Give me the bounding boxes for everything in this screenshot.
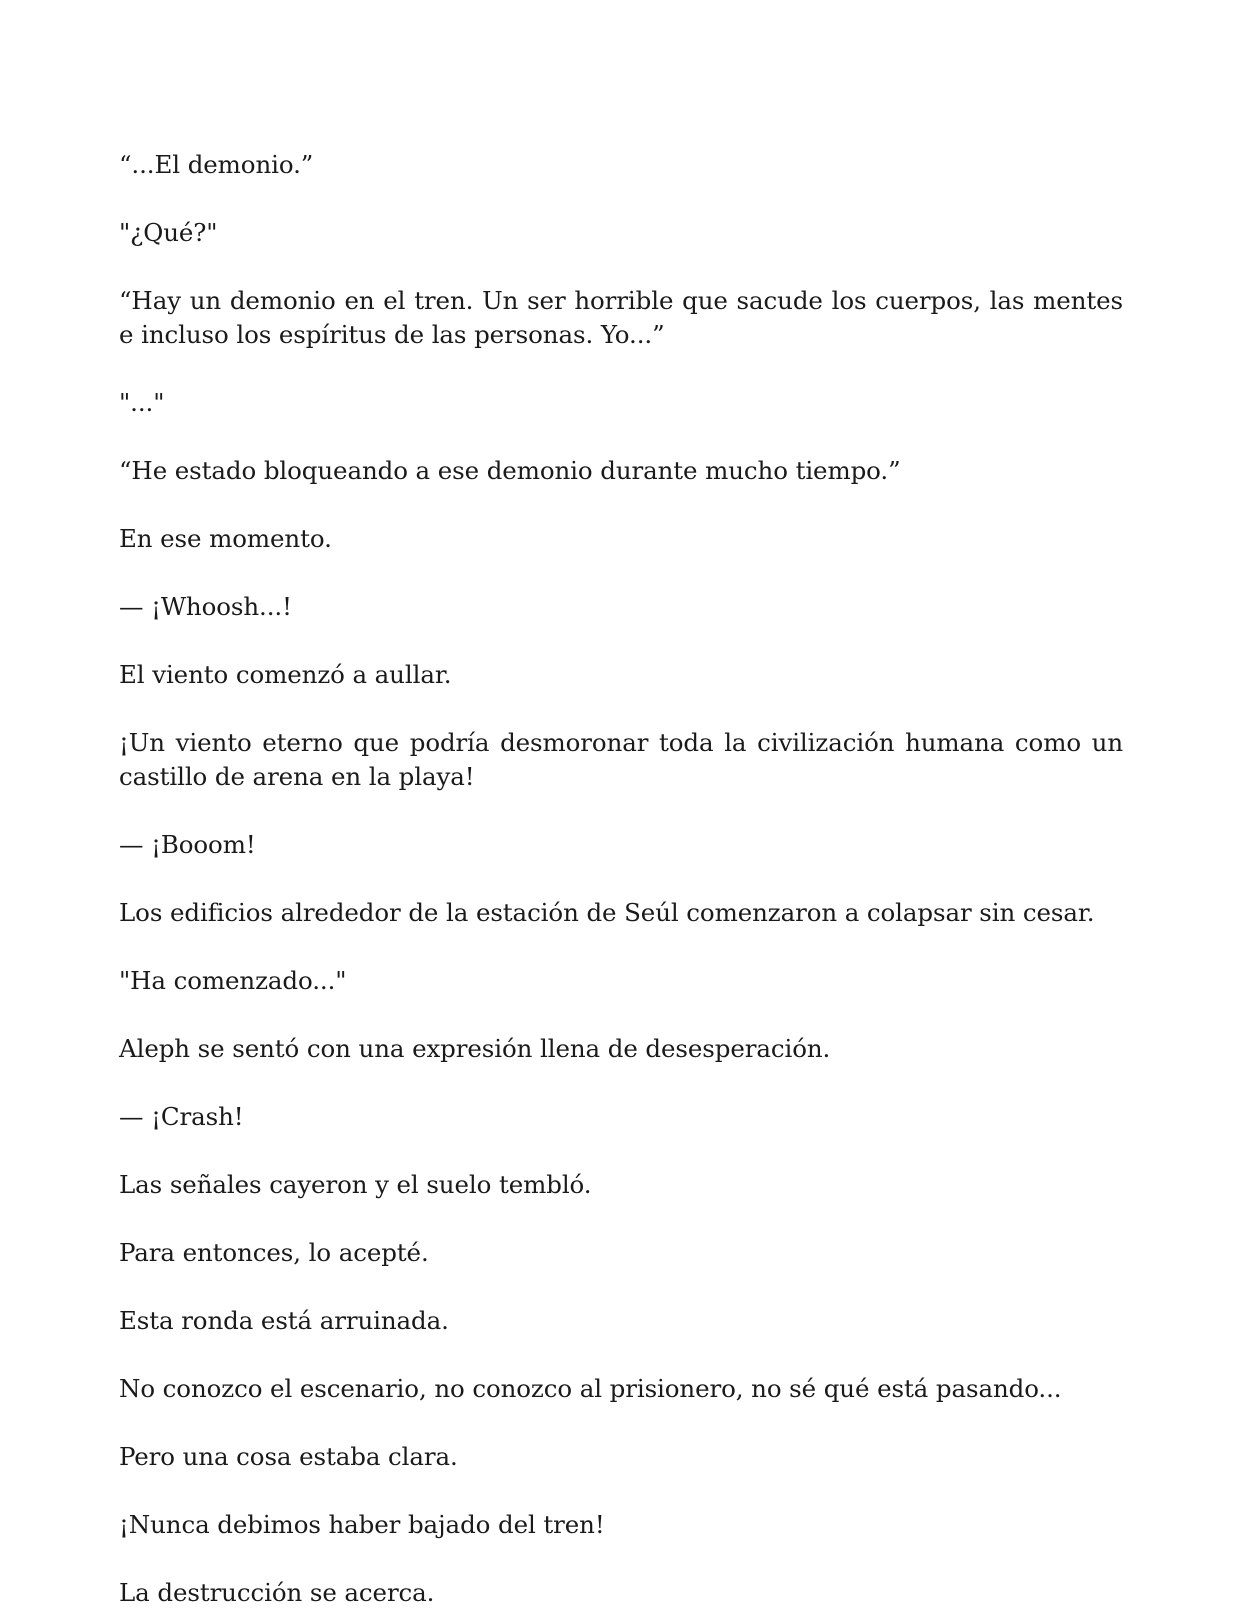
paragraph: La destrucción se acerca.: [119, 1578, 435, 1607]
paragraph: No conozco el escenario, no conozco al prisionero, no sé qué está pasando...: [119, 1374, 1062, 1403]
paragraph: “He estado bloqueando a ese demonio durante mucho tiempo.”: [119, 456, 901, 485]
paragraph: "...": [119, 388, 165, 417]
paragraph: Las señales cayeron y el suelo tembló.: [119, 1170, 592, 1199]
paragraph: En ese momento.: [119, 524, 332, 553]
paragraph: Pero una cosa estaba clara.: [119, 1442, 458, 1471]
paragraph: Esta ronda está arruinada.: [119, 1306, 449, 1335]
paragraph: El viento comenzó a aullar.: [119, 660, 452, 689]
text-column: [119, 148, 1123, 1617]
paragraph: — ¡Whoosh...!: [119, 592, 292, 621]
paragraph: “...El demonio.”: [119, 150, 314, 179]
paragraph: ¡Un viento eterno que podría desmoronar toda la civilización humana como un castillo de arena en la playa!: [119, 728, 1123, 791]
paragraph: Los edificios alrededor de la estación de Seúl comenzaron a colapsar sin cesar.: [119, 898, 1095, 927]
paragraph: "¿Qué?": [119, 218, 218, 247]
paragraph: — ¡Booom!: [119, 830, 256, 859]
paragraph: ¡Nunca debimos haber bajado del tren!: [119, 1510, 605, 1539]
paragraph: Aleph se sentó con una expresión llena de desesperación.: [119, 1034, 831, 1063]
paragraph: "Ha comenzado...": [119, 966, 347, 995]
paragraph: — ¡Crash!: [119, 1102, 244, 1131]
paragraph: “Hay un demonio en el tren. Un ser horrible que sacude los cuerpos, las mentes e incluso los espíritus de las personas. Yo...”: [119, 286, 1123, 349]
paragraph: Para entonces, lo acepté.: [119, 1238, 429, 1267]
